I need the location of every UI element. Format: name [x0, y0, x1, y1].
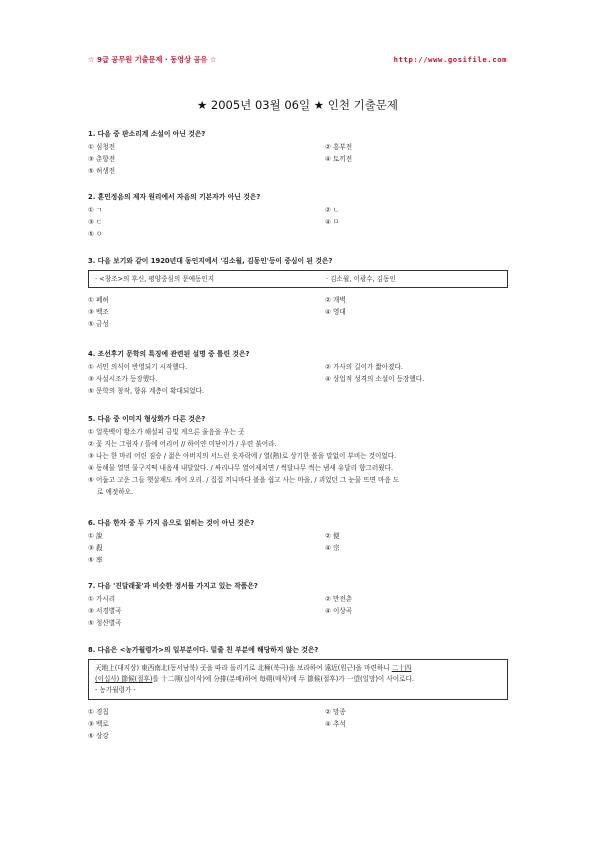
example-right: · 김소월, 이광수, 김동인 — [326, 275, 396, 283]
option-5: ⑤ 허생전 — [88, 167, 116, 175]
question-text: 8. 다음은 <농가월령가>의 일부분이다. 밑줄 친 부분에 해당하지 않는 것은? — [88, 646, 319, 654]
option-3: ③ 나는 한 마리 어린 짐승 / 젊은 아버지의 서느런 옷자락에 / 열(熱)로 상기한 볼을 말없이 부비는 것이었다. — [88, 452, 397, 460]
passage-source: - 농가월령가 - — [95, 686, 136, 694]
question-7 — [88, 580, 508, 629]
option-4: ④ 동해물 열면 물구지떡 내음새 내달았다. / 싸리나무 열어제치면 / 썩달나무 썩는 냄새 유달리 향그러웠다. — [88, 464, 394, 472]
question-text: 5. 다음 중 이미지 형상화가 다른 것은? — [88, 415, 206, 423]
option-2: ② 개벽 — [325, 296, 346, 304]
option-2: ② 便 — [325, 532, 340, 540]
option-3: ③ 사설시조가 등장했다. — [88, 375, 158, 383]
underlined-text-2: (이십사) 節候(절후) — [95, 675, 153, 683]
option-4: ④ ㅁ — [325, 218, 340, 226]
question-text: 3. 다음 보기와 같이 1920년대 동인지에서 '김소월, 김동인'등이 중심이 된 것은? — [88, 257, 333, 265]
option-1: ① 說 — [88, 532, 103, 540]
passage-box — [88, 659, 508, 700]
option-4: ④ 상업적 성격의 소설이 등장했다. — [325, 375, 425, 383]
option-3: ③ ㄷ — [88, 218, 103, 226]
question-text: 4. 조선후기 문학의 특징에 관련된 설명 중 틀린 것은? — [88, 350, 250, 358]
underlined-text-1: 二十四 — [391, 664, 412, 672]
option-5: ⑤ 금성 — [88, 320, 109, 328]
example-box — [88, 270, 508, 288]
option-3: ③ 춘향전 — [88, 155, 116, 163]
option-1: ① 경칩 — [88, 708, 109, 716]
option-4: ④ 宗 — [325, 544, 340, 552]
option-5-continued: 로 애젓하오. — [97, 488, 134, 496]
option-3: ③ 백조 — [88, 308, 109, 316]
passage-text-a: 天地上(대지상) 東西南北(동서남북) 곳을 따라 돌리기로 北極(북극)을 보라하여 遠近(원근)을 마련하니 — [95, 664, 392, 672]
question-2 — [88, 191, 508, 240]
option-1: ① 서민 의식이 반영되기 시작했다. — [88, 363, 188, 371]
option-4: ④ 추석 — [325, 720, 346, 728]
question-text: 7. 다음 '진달래꽃'과 비슷한 정서를 가지고 있는 작품은? — [88, 582, 258, 590]
option-5: ⑤ 상강 — [88, 732, 109, 740]
question-4 — [88, 348, 508, 397]
option-1: ① 폐허 — [88, 296, 109, 304]
header-left-text: ☆ 9급 공무원 기출문제 · 동영상 공유 ☆ — [88, 55, 217, 64]
question-6 — [88, 517, 508, 566]
passage-text-b: 를 十二朔(십이삭)에 分排(분배)하여 每朔(매삭)에 두 節候(절후)가 一望(일망)이 사이로다. — [152, 675, 414, 683]
option-3: ③ 백로 — [88, 720, 109, 728]
option-5: ⑤ 문학의 창작, 향유 계층이 확대되었다. — [88, 387, 205, 395]
option-3: ③ 서경별곡 — [88, 607, 122, 615]
question-text: 2. 훈민정음의 제자 원리에서 자음의 기본자가 아닌 것은? — [88, 193, 261, 201]
option-4: ④ 이상곡 — [325, 607, 353, 615]
option-1: ① ㄱ — [88, 206, 103, 214]
option-5: ⑤ ㅇ — [88, 230, 103, 238]
option-2: ② ㄴ — [325, 206, 340, 214]
question-1 — [88, 128, 508, 177]
question-8 — [88, 644, 508, 742]
option-4: ④ 토끼전 — [325, 155, 353, 163]
option-2: ② 가사의 길이가 짧아졌다. — [325, 363, 403, 371]
option-4: ④ 영대 — [325, 308, 346, 316]
option-2: ② 흥부전 — [325, 143, 353, 151]
option-5: ⑤ 어둡고 고운 그들 햇살재도 캐어 오리. / 집집 끼니마다 볼을 쉽고 사는 마을, / 괴었던 그 눈물 뜨면 마음 도 — [88, 476, 400, 484]
option-5: ⑤ 率 — [88, 556, 103, 564]
question-text: 1. 다음 중 판소리계 소설이 아닌 것은? — [88, 130, 206, 138]
option-2: ② 꽃 지는 그림자 / 뜰에 어리어 // 하이얀 미닫이가 / 우련 붉어라. — [88, 440, 277, 448]
header-url[interactable]: http://www.gosifile.com — [393, 55, 507, 64]
option-1: ① 얼룩백이 황소가 해설피 금빛 게으른 울음을 우는 곳 — [88, 428, 245, 436]
question-5 — [88, 413, 508, 498]
option-1: ① 심청전 — [88, 143, 116, 151]
question-3 — [88, 255, 508, 330]
page-title: ★ 2005년 03월 06일 ★ 인천 기출문제 — [196, 98, 399, 112]
option-1: ① 가시리 — [88, 595, 116, 603]
option-3: ③ 殺 — [88, 544, 103, 552]
option-5: ⑤ 청산별곡 — [88, 619, 122, 627]
option-2: ② 망종 — [325, 708, 346, 716]
question-text: 6. 다음 한자 중 두 가지 음으로 읽히는 것이 아닌 것은? — [88, 519, 255, 527]
page-header — [88, 55, 507, 69]
example-left: · <창조>의 후신, 평양중심의 문예동인지 — [95, 275, 215, 283]
option-2: ② 만전춘 — [325, 595, 353, 603]
